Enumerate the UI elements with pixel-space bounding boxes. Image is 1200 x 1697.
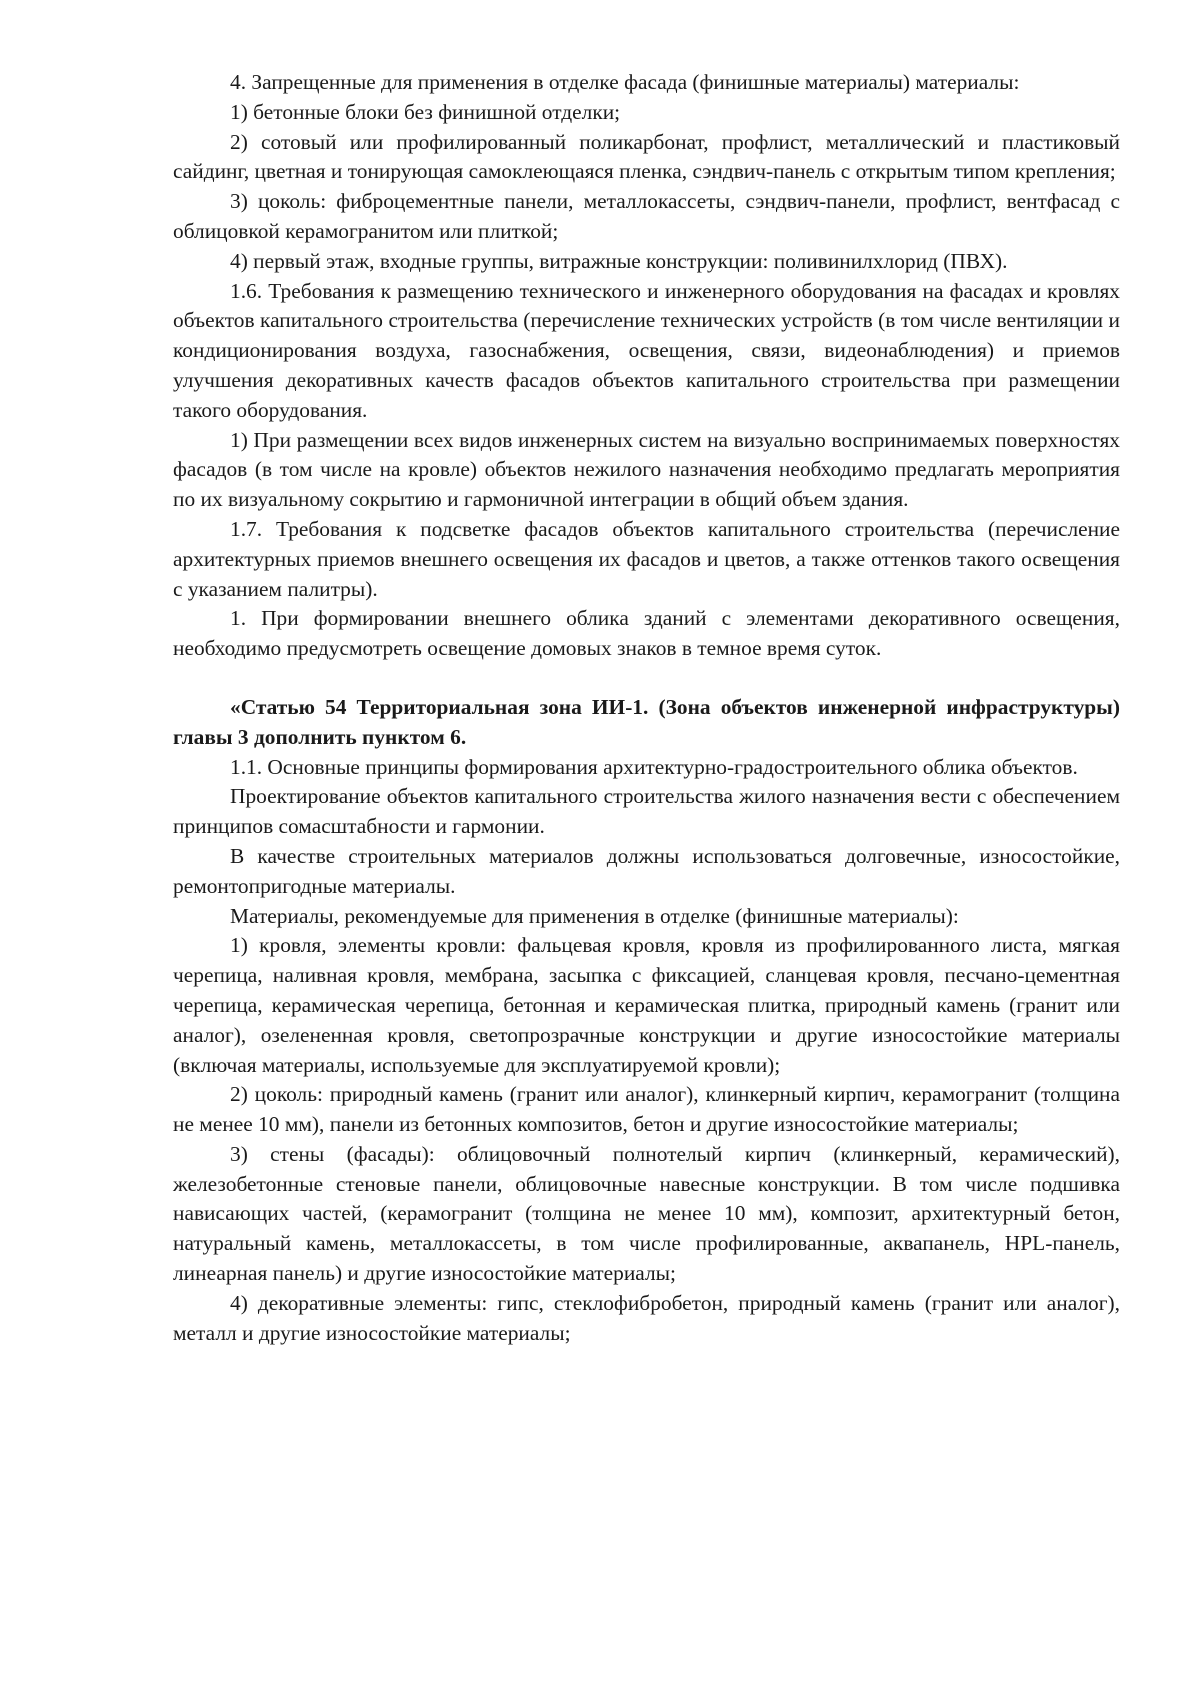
paragraph-item: 3) стены (фасады): облицовочный полнотелый кирпич (клинкерный, керамический), железобетонные стеновые панели, облицовочные навесные конструкции. В том числе подшивка нависающих частей, (керамогранит (толщина не менее 10 мм), композит, архитектурный бетон, натуральный камень, металлокассеты, в том числе профилированные, аквапанель, HPL-панель, линеарная панель) и другие износостойкие материалы; — [173, 1141, 1120, 1286]
paragraph-item: 2) сотовый или профилированный поликарбонат, профлист, металлический и пластиковый сайдинг, цветная и тонирующая самоклеющаяся пленка, сэндвич-панель с открытым типом крепления; — [173, 129, 1120, 184]
section-heading-article-54: «Статью 54 Территориальная зона ИИ-1. (Зона объектов инженерной инфраструктуры) главы 3 дополнить пунктом 6. — [173, 694, 1120, 749]
paragraph-item: 1) бетонные блоки без финишной отделки; — [230, 99, 621, 124]
document-page — [173, 68, 1120, 1348]
paragraph-text: Проектирование объектов капитального строительства жилого назначения вести с обеспечением принципов сомасштабности и гармонии. — [173, 784, 1120, 839]
paragraph-prohibited-materials-intro: 4. Запрещенные для применения в отделке фасада (финишные материалы) материалы: — [230, 70, 1020, 94]
paragraph-item: 4) декоративные элементы: гипс, стеклофибробетон, природный камень (гранит или аналог), металл и другие износостойкие материалы; — [173, 1290, 1120, 1345]
paragraph-item: 1) При размещении всех видов инженерных систем на визуально воспринимаемых поверхностях фасадов (в том числе на кровле) объектов нежилого назначения необходимо предлагать мероприятия по их визуальному сокрытию и гармоничной интеграции в общий объем здания. — [173, 427, 1120, 512]
paragraph-item: 3) цоколь: фиброцементные панели, металлокассеты, сэндвич-панели, профлист, вентфасад с облицовкой керамогранитом или плиткой; — [173, 189, 1120, 243]
paragraph-item: 1. При формировании внешнего облика зданий с элементами декоративного освещения, необходимо предусмотреть освещение домовых знаков в темное время суток. — [173, 606, 1120, 661]
paragraph-section-1-7: 1.7. Требования к подсветке фасадов объектов капитального строительства (перечисление архитектурных приемов внешнего освещения их фасадов и цветов, а также оттенков такого освещения с указанием палитры). — [173, 516, 1120, 601]
paragraph-section-1-1: 1.1. Основные принципы формирования архитектурно-градостроительного облика объектов. — [230, 754, 1078, 779]
paragraph-item: 2) цоколь: природный камень (гранит или аналог), клинкерный кирпич, керамогранит (толщина не менее 10 мм), панели из бетонных композитов, бетон и другие износостойкие материалы; — [173, 1082, 1120, 1137]
paragraph-recommended-materials-intro: Материалы, рекомендуемые для применения в отделке (финишные материалы): — [230, 903, 959, 928]
paragraph-item: 1) кровля, элементы кровли: фальцевая кровля, кровля из профилированного листа, мягкая черепица, наливная кровля, мембрана, засыпка с фиксацией, сланцевая кровля, песчано-цементная черепица, керамическая черепица, бетонная и керамическая плитка, природный камень (гранит или аналог), озелененная кровля, светопрозрачные конструкции и другие износостойкие материалы (включая материалы, используемые для эксплуатируемой кровли); — [173, 933, 1120, 1077]
paragraph-section-1-6: 1.6. Требования к размещению технического и инженерного оборудования на фасадах и кровлях объектов капитального строительства (перечисление технических устройств (в том числе вентиляции и кондиционирования воздуха, газоснабжения, освещения, связи, видеонаблюдения) и приемов улучшения декоративных качеств фасадов объектов капитального строительства при размещении такого оборудования. — [173, 278, 1120, 422]
paragraph-text: В качестве строительных материалов должны использоваться долговечные, износостойкие, ремонтопригодные материалы. — [173, 843, 1120, 898]
paragraph-item: 4) первый этаж, входные группы, витражные конструкции: поливинилхлорид (ПВХ). — [230, 248, 1008, 273]
